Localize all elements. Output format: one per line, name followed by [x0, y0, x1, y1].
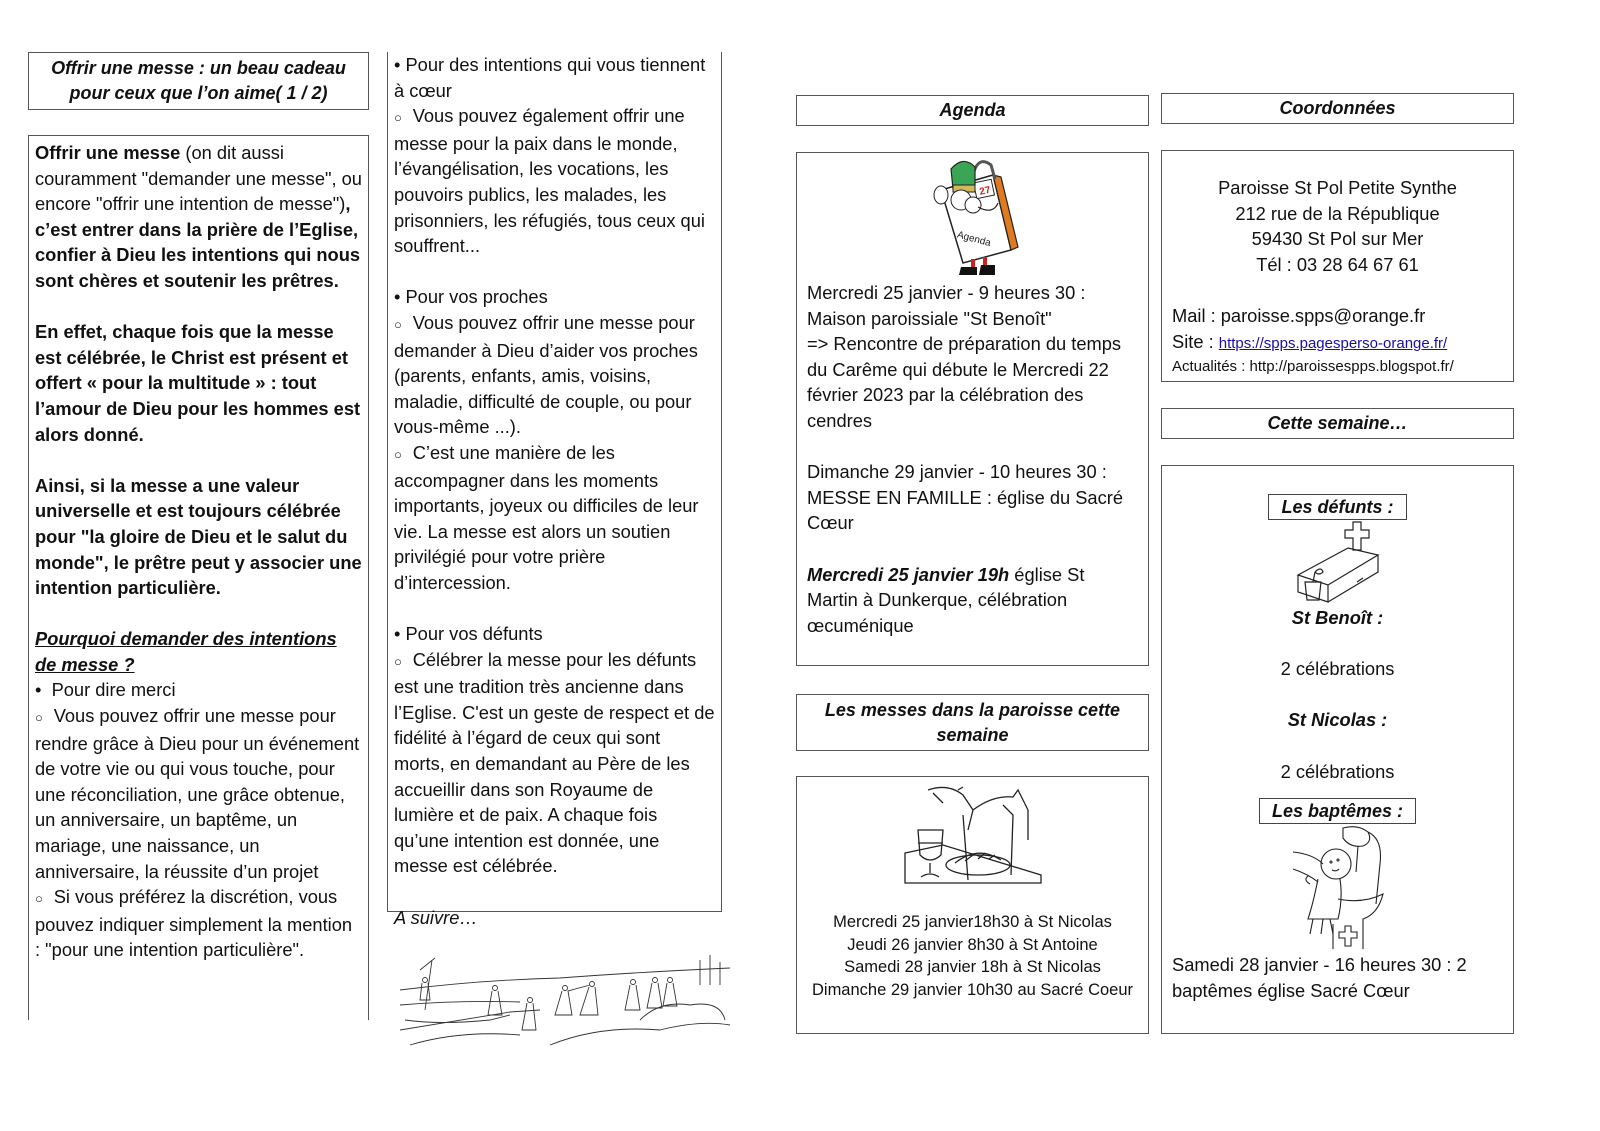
sub-bullet-intentions: ○ Vous pouvez également offrir une messe pour la paix dans le monde, l’évangélisation, les vocations, les pouvoirs publics, les malades, les prisonniers, les réfugiés, tous ceux qui souffrent... [394, 105, 705, 257]
bullet-icon: • [394, 54, 406, 75]
bullet-proches: • Pour vos proches [394, 286, 548, 308]
intro-bold-rest: , c’est entrer dans la prière de l’Eglise, confier à Dieu les intentions qui nous sont chères et soutenir les prêtres. [35, 193, 361, 291]
mass-item-2: Jeudi 26 janvier 8h30 à St Antoine [847, 935, 1098, 954]
column1-title-line1: Offrir une messe : un beau cadeau [51, 58, 346, 78]
bullet-merci: • Pour dire merci [35, 679, 176, 701]
intro-bold-lead: Offrir une messe [35, 142, 181, 163]
contact-site-link[interactable]: https://spps.pagesperso-orange.fr/ [1218, 334, 1448, 352]
masses-box [796, 776, 1149, 1034]
church2-count: 2 célébrations [1280, 760, 1395, 782]
contact-city: 59430 St Pol sur Mer [1251, 228, 1424, 250]
intro-paragraph [35, 140, 362, 294]
bullet-defunts: • Pour vos défunts [394, 623, 543, 645]
bullet-intentions: • Pour des intentions qui vous tiennent à cœur [394, 54, 706, 101]
column1-title-line2: pour ceux que l’on aime( 1 / 2) [69, 83, 328, 103]
agenda-box [796, 152, 1149, 666]
deceased-label: Les défunts : [1268, 494, 1406, 520]
eucharist-illustration [797, 785, 1148, 893]
calendar-day: 27 [977, 184, 992, 198]
sub-bullet-proches-2: ○ C’est une manière de les accompagner dans les moments importants, joyeux ou difficiles de leur vie. La messe est alors un soutien privilégié pour votre prière d’intercession. [394, 441, 699, 593]
agenda-event2-line1: Dimanche 29 janvier - 10 heures 30 : [807, 461, 1107, 483]
contact-title-box [1161, 93, 1514, 124]
sub-bullet-defunts: ○ Célébrer la messe pour les défunts est une tradition très ancienne dans l’Eglise. C'est un geste de respect et de fidélité à l’égard de ceux qui sont morts, en demandant au Père de les accueillir dans son Royaume de lumière et de paix. A chaque fois qu’une intention est donnée, une messe est célébrée. [394, 648, 715, 877]
bullet-icon: • [394, 286, 406, 308]
contact-street: 212 rue de la République [1235, 202, 1440, 224]
column2-body [387, 52, 722, 928]
agenda-title: Agenda [939, 100, 1006, 120]
hollow-bullet-icon: ○ [35, 710, 54, 726]
contact-title: Coordonnées [1279, 98, 1396, 118]
baptisms-label: Les baptêmes : [1259, 798, 1416, 824]
agenda-event1-line2: Maison paroissiale "St Benoît" [807, 307, 1052, 329]
hollow-bullet-icon: ○ [394, 653, 413, 669]
paragraph-universal-value: Ainsi, si la messe a une valeur universelle et est toujours célébrée pour "la gloire de Dieu et le salut du monde", le prêtre peut y associer une intention particulière. [35, 474, 362, 599]
column1-body [28, 135, 369, 1020]
hollow-bullet-icon: ○ [394, 316, 413, 332]
agenda-event1-line3: => Rencontre de préparation du temps du Carême qui débute le Mercredi 22 février 2023 par la célébration des cendres [807, 333, 1122, 431]
agenda-event1-line1: Mercredi 25 janvier - 9 heures 30 : [807, 282, 1086, 303]
shore-disciples-illustration [400, 950, 735, 1060]
masses-title: Les messes dans la paroisse cette semaine [824, 699, 1121, 745]
agenda-event3-date: Mercredi 25 janvier 19h [807, 563, 1010, 585]
mass-item-3: Samedi 28 janvier 18h à St Nicolas [844, 958, 1101, 976]
church2-label: St Nicolas : [1287, 709, 1388, 731]
contact-parish: Paroisse St Pol Petite Synthe [1218, 177, 1457, 198]
hollow-bullet-icon: ○ [35, 891, 54, 907]
hollow-bullet-icon: ○ [394, 110, 413, 126]
sub-bullet-merci: ○ Vous pouvez offrir une messe pour rendre grâce à Dieu pour un événement de votre vie ou qui vous touche, pour une réconciliation, une grâce obtenue, un anniversaire, un baptême, un mariage, une naissance, un anniversaire, la réussite d’un projet [35, 705, 360, 882]
contact-box [1161, 150, 1514, 382]
agenda-event3 [807, 562, 1138, 639]
intro-normal: (on dit aussi couramment "demander une messe", ou encore "offrir une intention de messe") [35, 142, 362, 215]
this-week-box [1161, 465, 1514, 1034]
contact-news: Actualités : http://paroissespps.blogspot.fr/ [1172, 358, 1454, 376]
bullet-icon: • [394, 623, 406, 645]
agenda-mascot-illustration [807, 155, 1138, 280]
baptism-illustration [1172, 824, 1503, 952]
paragraph-christ-present: En effet, chaque fois que la messe est célébrée, le Christ est présent et offert « pour la multitude » : tout l’amour de Dieu pour les hommes est alors donné. [35, 321, 361, 445]
this-week-title: Cette semaine… [1267, 413, 1408, 433]
contact-mail[interactable]: Mail : paroisse.spps@orange.fr [1172, 304, 1426, 326]
baptisms-text: Samedi 28 janvier - 16 heures 30 : 2 baptêmes église Sacré Cœur [1172, 954, 1467, 1001]
agenda-event3-rest: église St Martin à Dunkerque, célébration œcuménique [807, 563, 1085, 636]
tomb-illustration [1172, 520, 1503, 605]
masses-title-box [796, 694, 1149, 751]
church1-label: St Benoît : [1291, 607, 1384, 628]
agenda-title-box [796, 95, 1149, 126]
bullet-icon: • [35, 679, 52, 701]
to-be-continued: A suivre… [394, 906, 478, 928]
question-heading: Pourquoi demander des intentions de messe ? [35, 628, 337, 675]
contact-phone: Tél : 03 28 64 67 61 [1256, 253, 1419, 275]
agenda-event2-line2: MESSE EN FAMILLE : église du Sacré Cœur [807, 486, 1123, 534]
church1-count: 2 célébrations [1280, 658, 1395, 680]
mass-item-1: Mercredi 25 janvier18h30 à St Nicolas [833, 913, 1112, 931]
sub-bullet-proches-1: ○ Vous pouvez offrir une messe pour demander à Dieu d’aider vos proches (parents, enfants, amis, voisins, maladie, difficulté de couple, ou pour vous-même ...). [394, 311, 698, 438]
mascot-label: Agenda [955, 229, 992, 250]
contact-site [1172, 329, 1503, 357]
this-week-title-box [1161, 408, 1514, 439]
contact-site-label: Site : [1172, 330, 1219, 352]
mass-item-4: Dimanche 29 janvier 10h30 au Sacré Coeur [811, 980, 1134, 999]
sub-bullet-discretion: ○ Si vous préférez la discrétion, vous pouvez indiquer simplement la mention : "pour une intention particulière". [35, 886, 353, 961]
hollow-bullet-icon: ○ [394, 446, 413, 462]
column1-title-box [28, 52, 369, 110]
